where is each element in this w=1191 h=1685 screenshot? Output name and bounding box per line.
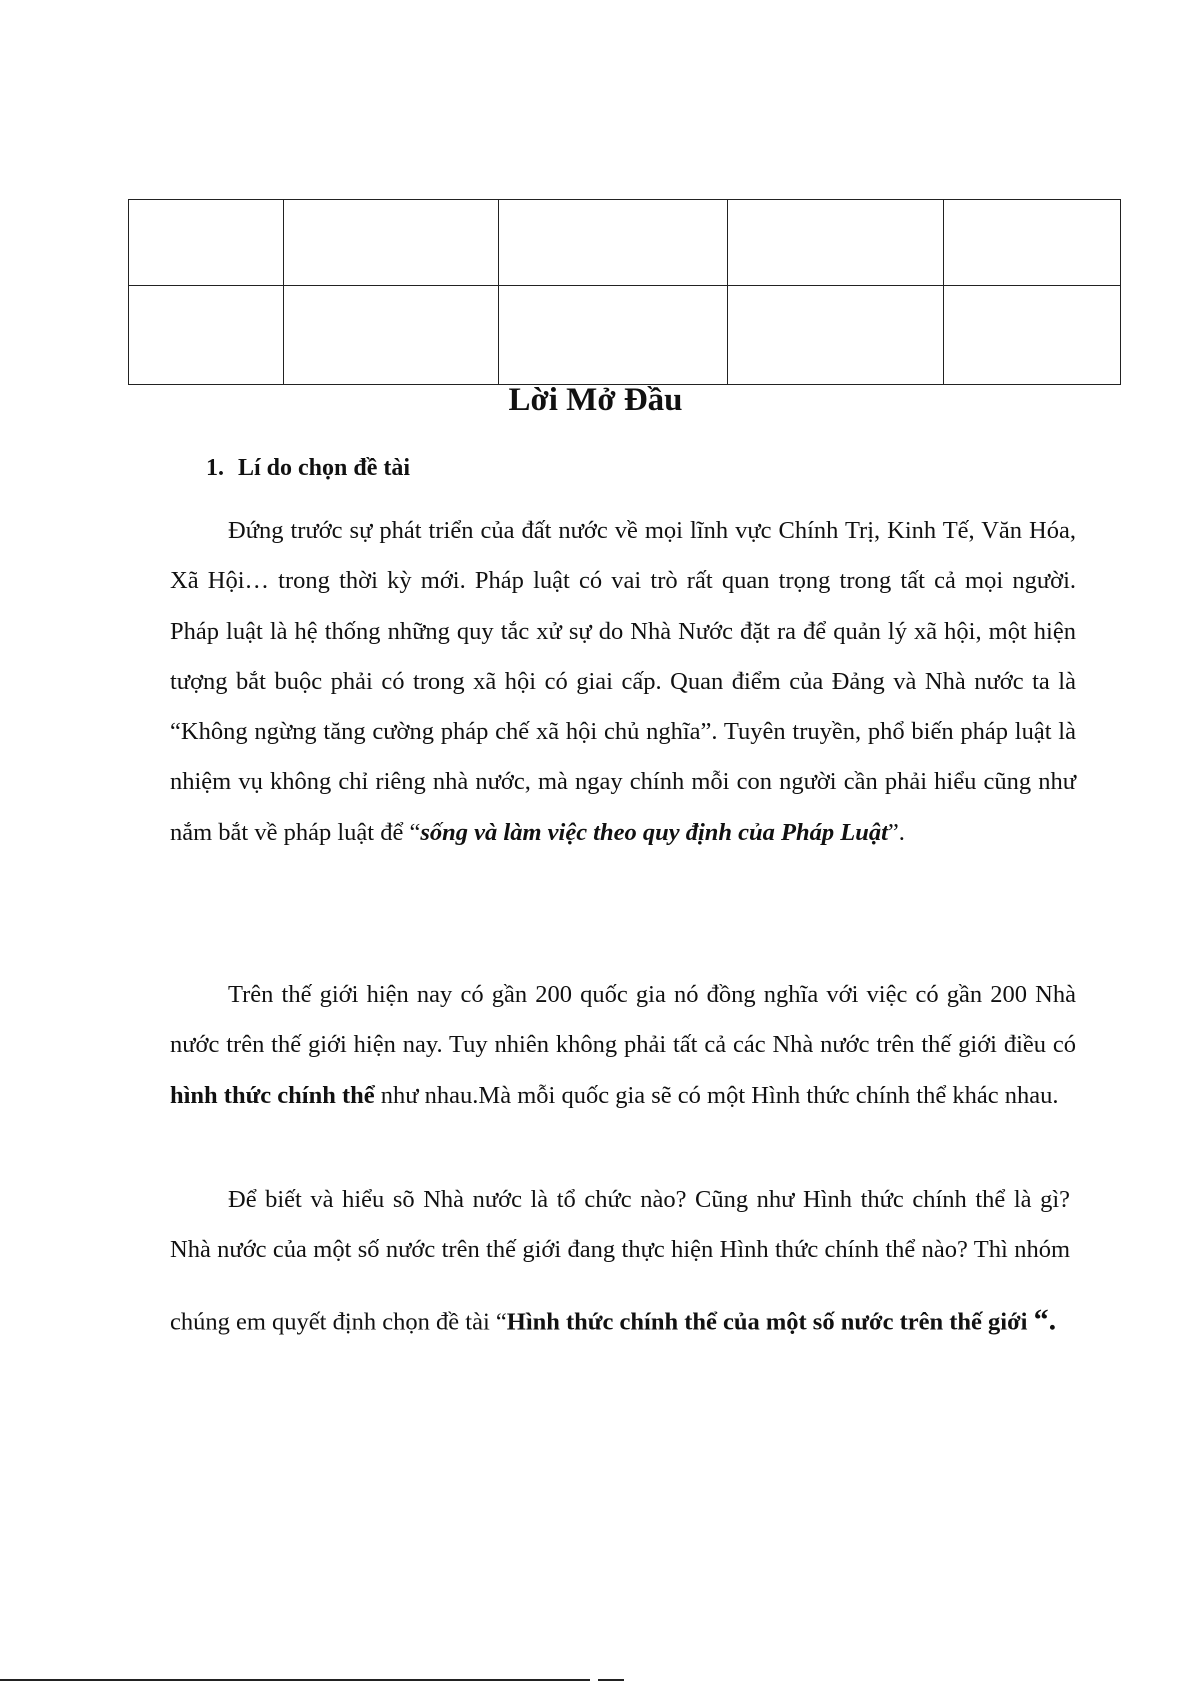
table-row	[129, 286, 1121, 385]
table-cell	[944, 286, 1121, 385]
paragraph-2-bold: hình thức chính thể	[170, 1081, 375, 1109]
paragraph-1-emphasis: sống và làm việc theo quy định của Pháp Luật	[420, 818, 888, 846]
paragraph-1-closing: ”.	[887, 818, 905, 846]
paragraph-3	[170, 1175, 1070, 1348]
table-cell	[284, 286, 499, 385]
table-cell	[728, 200, 944, 286]
footer-divider-short	[598, 1679, 624, 1681]
paragraph-3-close-quote: “.	[1033, 1303, 1057, 1337]
header-table	[128, 199, 1121, 385]
paragraph-2	[170, 970, 1076, 1121]
section-heading-text: Lí do chọn đề tài	[238, 455, 411, 481]
paragraph-1	[170, 506, 1076, 858]
paragraph-3-text: Để biết và hiểu sõ Nhà nước là tổ chức nào? Cũng như Hình thức chính thể là gì? Nhà nước của một số nước trên thế giới đang thực hiện Hình thức chính thể nào? Thì nhóm chúng em quyết định chọn đề tài “	[170, 1186, 1070, 1336]
paragraph-2-text: Trên thế giới hiện nay có gần 200 quốc gia nó đồng nghĩa với việc có gần 200 Nhà nước trên thế giới hiện nay. Tuy nhiên không phải tất cả các Nhà nước trên thế giới điều có	[170, 981, 1076, 1059]
footer-divider	[0, 1679, 590, 1681]
table-cell	[499, 200, 728, 286]
paragraph-2-text-end: như nhau.Mà mỗi quốc gia sẽ có một Hình thức chính thể khác nhau.	[374, 1081, 1059, 1109]
section-number: 1.	[206, 455, 224, 481]
table-cell	[728, 286, 944, 385]
page-title: Lời Mở Đầu	[508, 382, 683, 418]
table-cell	[284, 200, 499, 286]
table-cell	[944, 200, 1121, 286]
section-heading	[206, 455, 410, 482]
table-cell	[129, 200, 284, 286]
paragraph-3-bold: Hình thức chính thể của một số nước trên thế giới	[506, 1308, 1034, 1336]
table-cell	[499, 286, 728, 385]
table-row	[129, 200, 1121, 286]
table-cell	[129, 286, 284, 385]
paragraph-1-text: Đứng trước sự phát triển của đất nước về mọi lĩnh vực Chính Trị, Kinh Tế, Văn Hóa, Xã Hội… trong thời kỳ mới. Pháp luật có vai trò rất quan trọng trong tất cả mọi người. Pháp luật là hệ thống những quy tắc xử sự do Nhà Nước đặt ra để quản lý xã hội, một hiện tượng bắt buộc phải có trong xã hội có giai cấp. Quan điểm của Đảng và Nhà nước ta là “Không ngừng tăng cường pháp chế xã hội chủ nghĩa”. Tuyên truyền, phổ biến pháp luật là nhiệm vụ không chỉ riêng nhà nước, mà ngay chính mỗi con người cần phải hiểu cũng như nắm bắt về pháp luật để “	[170, 517, 1076, 846]
